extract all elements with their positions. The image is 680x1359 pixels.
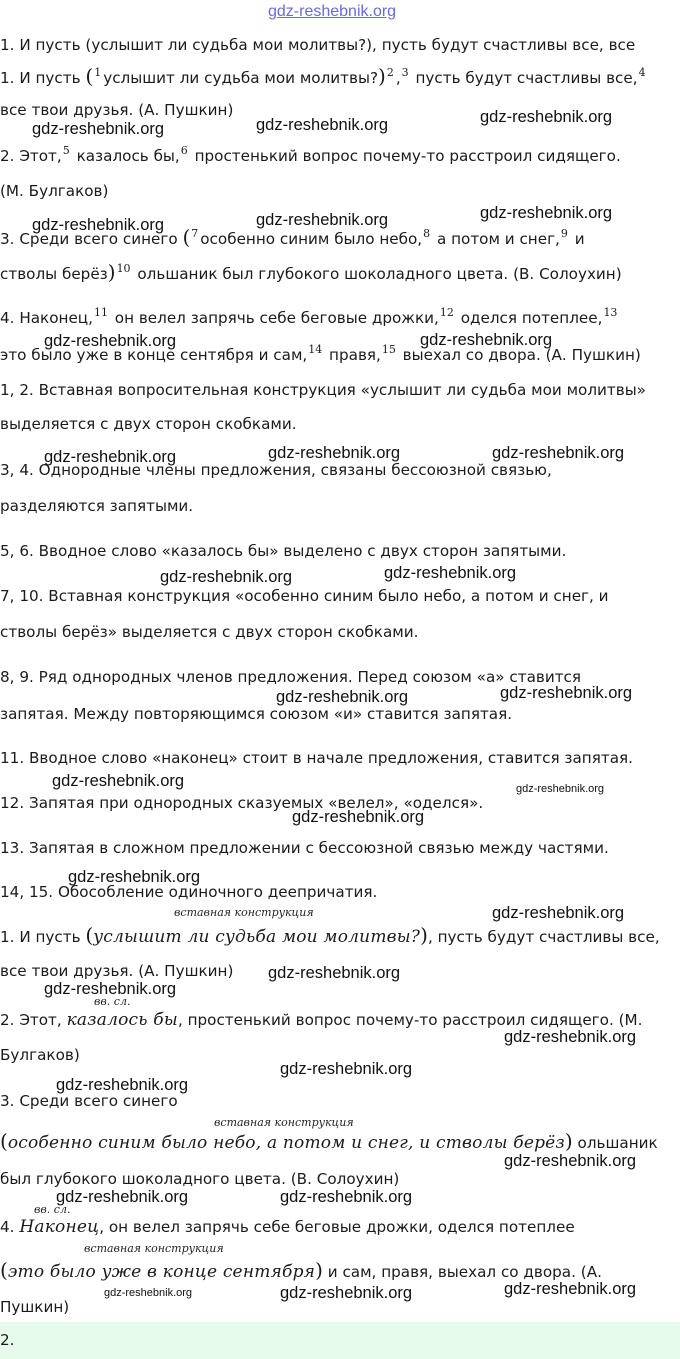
numbered-sentence-2 (0, 146, 621, 168)
s3-text-d: и (569, 230, 585, 248)
top-watermark-link[interactable]: gdz-reshebnik.org (268, 3, 397, 20)
s2-text-a: 2. Этот, (0, 147, 62, 165)
r4-line3: Пушкин) (0, 1298, 70, 1316)
watermark: gdz-reshebnik.org (280, 1060, 413, 1078)
explanation-line: 5, 6. Вводное слово «казалось бы» выделено с двух сторон запятыми. (0, 542, 567, 560)
rewritten-sentence-3: 3. Среди всего синего (0, 1092, 178, 1110)
r4-line2 (0, 1260, 602, 1282)
paren-open: ( (0, 1258, 8, 1282)
s3-text-a: 3. Среди всего синего (0, 230, 183, 248)
watermark: gdz-reshebnik.org (68, 868, 201, 886)
insert-construction-label: вставная конструкция (174, 906, 314, 919)
paren-close: ) (107, 260, 116, 284)
s3-text-c: а потом и снег, (432, 230, 560, 248)
intro-word-label: вв. сл. (34, 1203, 71, 1216)
paren-open: ( (182, 225, 191, 249)
explanation-line: выделяется с двух сторон скобками. (0, 415, 297, 433)
r1-text-a: 1. И пусть (0, 928, 86, 946)
explanation-line: 7, 10. Вставная конструкция «особенно синим было небо, а потом и снег, и (0, 587, 609, 605)
r1-italic-insert: услышит ли судьба мои молитвы? (93, 927, 421, 947)
next-answer-number: 2. (0, 1331, 15, 1349)
watermark: gdz-reshebnik.org (480, 108, 613, 126)
watermark: gdz-reshebnik.org (420, 331, 553, 349)
paren-close: ) (378, 64, 386, 88)
rewritten-sentence-2 (0, 1010, 642, 1030)
explanation-line: разделяются запятыми. (0, 497, 194, 515)
watermark: gdz-reshebnik.org (256, 211, 389, 229)
s2-line2: (М. Булгаков) (0, 182, 109, 200)
s4-text-d: это было уже в конце сентября и сам, (0, 346, 308, 364)
sup-6: 6 (180, 144, 188, 157)
original-sentence-1: 1. И пусть (услышит ли судьба мои молитвы?), пусть будут счастливы все, все (0, 36, 636, 54)
intro-word-label: вв. сл. (94, 995, 131, 1008)
sup-9: 9 (560, 227, 568, 240)
next-answer-panel (0, 1322, 680, 1359)
explanation-line: 14, 15. Обособление одиночного деепричатия. (0, 883, 378, 901)
watermark: gdz-reshebnik.org (160, 568, 293, 586)
insert-construction-label: вставная конструкция (84, 1242, 224, 1255)
s4-text-b: он велел запрячь себе беговые дрожки, (109, 309, 439, 327)
watermark: gdz-reshebnik.org (500, 684, 633, 702)
sup-11: 11 (93, 306, 108, 319)
s1-comma: , (395, 69, 401, 87)
sup-2: 2 (386, 66, 394, 79)
explanation-line: 8, 9. Ряд однородных членов предложения. Перед союзом «а» ставится (0, 668, 582, 686)
s4-text-c: оделся потеплее, (455, 309, 603, 327)
s3-line2 (0, 262, 622, 286)
paren-open: ( (85, 923, 94, 947)
watermark: gdz-reshebnik.org (516, 783, 605, 795)
watermark: gdz-reshebnik.org (104, 1287, 193, 1299)
watermark: gdz-reshebnik.org (56, 1188, 189, 1206)
s4-line2 (0, 345, 641, 367)
sup-7: 7 (191, 227, 199, 240)
s3-text-b: особенно синим было небо, (200, 230, 423, 248)
s1-text-d: пусть будут счастливы все, (410, 69, 638, 87)
s3-text-f: ольшаник был глубокого шоколадного цвета. (В. Солоухин) (132, 265, 622, 283)
r4-text-a: 4. (0, 1218, 20, 1236)
watermark: gdz-reshebnik.org (280, 1284, 413, 1302)
watermark: gdz-reshebnik.org (32, 120, 165, 138)
watermark: gdz-reshebnik.org (492, 904, 625, 922)
sup-14: 14 (308, 343, 323, 356)
s1-line2: все твои друзья. (А. Пушкин) (0, 101, 234, 119)
s1-text-b: услышит ли судьба мои молитвы? (103, 69, 379, 87)
r3-italic-insert: особенно синим было небо, а потом и снег, и стволы берёз (7, 1133, 565, 1153)
sup-3: 3 (401, 66, 409, 79)
watermark: gdz-reshebnik.org (280, 1188, 413, 1206)
rewritten-sentence-1 (0, 925, 660, 947)
r3-text-b: ольшаник (572, 1134, 658, 1152)
watermark: gdz-reshebnik.org (268, 964, 401, 982)
r1-text-b: , пусть будут счастливы все, (427, 928, 660, 946)
numbered-sentence-4 (0, 308, 619, 330)
paren-open: ( (0, 1129, 8, 1153)
explanation-line: 1, 2. Вставная вопросительная конструкция «услышит ли судьба мои молитвы» (0, 381, 646, 399)
r3-line2 (0, 1131, 658, 1153)
numbered-sentence-1 (0, 66, 648, 90)
watermark: gdz-reshebnik.org (504, 1152, 637, 1170)
watermark: gdz-reshebnik.org (44, 332, 177, 350)
paren-open: ( (85, 64, 94, 88)
numbered-sentence-3 (0, 227, 585, 251)
paren-close: ) (315, 1258, 323, 1282)
s2-text-c: простенький вопрос почему-то расстроил сидящего. (189, 147, 621, 165)
explanation-line: стволы берёз» выделяется с двух сторон скобками. (0, 623, 419, 641)
s1-text-a: 1. И пусть (0, 69, 86, 87)
r2-text-a: 2. Этот, (0, 1011, 67, 1029)
r4-text-b: , он велел запрячь себе беговые дрожки, оделся потеплее (99, 1218, 575, 1236)
watermark: gdz-reshebnik.org (504, 1280, 637, 1298)
r3-line3: был глубокого шоколадного цвета. (В. Солоухин) (0, 1170, 400, 1188)
sup-4: 4 (638, 66, 646, 79)
explanation-line: 13. Запятая в сложном предложении с бессоюзной связью между частями. (0, 839, 609, 857)
watermark: gdz-reshebnik.org (44, 980, 177, 998)
sup-12: 12 (439, 306, 454, 319)
watermark: gdz-reshebnik.org (480, 204, 613, 222)
explanation-line: 3, 4. Однородные члены предложения, связаны бессоюзной связью, (0, 461, 552, 479)
sup-5: 5 (62, 144, 70, 157)
explanation-line: запятая. Между повторяющимся союзом «и» ставится запятая. (0, 705, 513, 723)
r2-italic-intro: казалось бы (66, 1010, 178, 1030)
watermark: gdz-reshebnik.org (56, 1076, 189, 1094)
sup-13: 13 (603, 306, 618, 319)
r4-italic-insert: это было уже в конце сентября (7, 1262, 316, 1282)
watermark: gdz-reshebnik.org (52, 772, 185, 790)
watermark: gdz-reshebnik.org (268, 444, 401, 462)
sup-10: 10 (116, 262, 131, 275)
sup-1: 1 (94, 66, 102, 79)
watermark: gdz-reshebnik.org (256, 116, 389, 134)
r4-text-c: и сам, правя, выехал со двора. (А. (322, 1263, 602, 1281)
watermark: gdz-reshebnik.org (384, 564, 517, 582)
r2-text-b: , простенький вопрос почему-то расстроил сидящего. (М. (177, 1011, 643, 1029)
watermark: gdz-reshebnik.org (504, 1028, 637, 1046)
rewritten-sentence-4 (0, 1217, 575, 1237)
r1-line2: все твои друзья. (А. Пушкин) (0, 962, 234, 980)
s4-text-e: правя, (324, 346, 381, 364)
watermark: gdz-reshebnik.org (32, 216, 165, 234)
watermark: gdz-reshebnik.org (492, 444, 625, 462)
explanation-line: 11. Вводное слово «наконец» стоит в начале предложения, ставится запятая. (0, 749, 633, 767)
watermark: gdz-reshebnik.org (276, 688, 409, 706)
paren-close: ) (420, 923, 428, 947)
s4-text-a: 4. Наконец, (0, 309, 93, 327)
sup-8: 8 (423, 227, 431, 240)
s3-text-e: стволы берёз (0, 265, 108, 283)
explanation-line: 12. Запятая при однородных сказуемых «велел», «оделся». (0, 794, 484, 812)
r4-italic-intro: Наконец (19, 1217, 100, 1237)
paren-close: ) (564, 1129, 573, 1153)
insert-construction-label: вставная конструкция (214, 1116, 354, 1129)
s2-text-b: казалось бы, (71, 147, 180, 165)
sup-15: 15 (381, 343, 396, 356)
watermark: gdz-reshebnik.org (292, 808, 425, 826)
s4-text-f: выехал со двора. (А. Пушкин) (397, 346, 641, 364)
r2-line2: Булгаков) (0, 1046, 80, 1064)
watermark: gdz-reshebnik.org (44, 448, 177, 466)
